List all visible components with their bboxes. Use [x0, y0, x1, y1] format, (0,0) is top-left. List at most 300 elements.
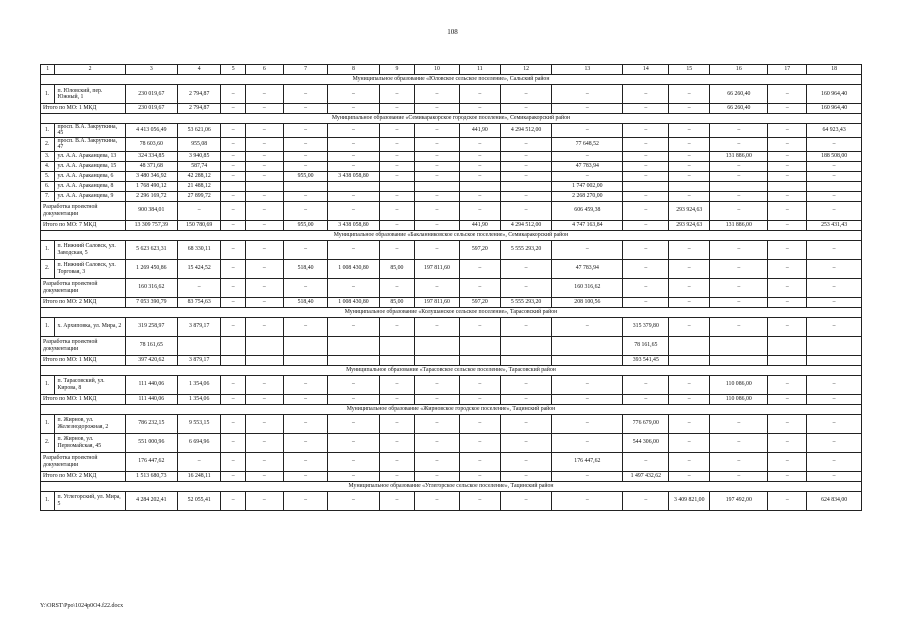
- total-row: [41, 355, 862, 365]
- table-cell: –: [415, 471, 460, 481]
- table-cell: –: [623, 452, 669, 471]
- table-cell: –: [623, 85, 669, 104]
- table-cell: 27 899,72: [177, 191, 220, 201]
- table-cell: –: [328, 240, 379, 259]
- table-cell: –: [669, 171, 710, 181]
- table-cell: 3.: [41, 151, 55, 161]
- table-cell: 551 000,96: [125, 433, 177, 452]
- table-cell: –: [669, 452, 710, 471]
- address-cell: п. Тарасовский, ул. Кирова, 8: [55, 375, 125, 394]
- design-docs-row: [41, 452, 862, 471]
- table-cell: 1 768 490,12: [125, 181, 177, 191]
- table-cell: –: [710, 171, 768, 181]
- table-cell: –: [328, 151, 379, 161]
- table-cell: –: [710, 452, 768, 471]
- address-cell: п. Углегорский, ул. Мира, 5: [55, 491, 125, 510]
- header-cell: 7: [283, 65, 328, 75]
- table-cell: [245, 181, 283, 191]
- table-cell: –: [379, 201, 415, 220]
- table-cell: 7 053 390,79: [125, 297, 177, 307]
- table-cell: [710, 355, 768, 365]
- table-row: [41, 259, 862, 278]
- table-cell: 42 288,12: [177, 171, 220, 181]
- table-cell: –: [552, 124, 623, 138]
- table-cell: –: [245, 191, 283, 201]
- table-cell: –: [415, 104, 460, 114]
- table-cell: –: [245, 394, 283, 404]
- table-cell: [245, 336, 283, 355]
- table-cell: [283, 355, 328, 365]
- table-cell: –: [623, 124, 669, 138]
- table-cell: –: [328, 491, 379, 510]
- table-cell: –: [807, 375, 862, 394]
- table-cell: –: [807, 471, 862, 481]
- table-cell: 955,00: [283, 220, 328, 230]
- table-cell: 1 354,06: [177, 394, 220, 404]
- table-cell: –: [807, 394, 862, 404]
- table-cell: –: [669, 297, 710, 307]
- table-cell: –: [669, 151, 710, 161]
- table-cell: –: [245, 278, 283, 297]
- table-cell: [459, 355, 500, 365]
- table-cell: [807, 336, 862, 355]
- table-cell: –: [768, 414, 807, 433]
- table-cell: –: [500, 171, 551, 181]
- table-cell: 1.: [41, 240, 55, 259]
- table-cell: [500, 336, 551, 355]
- table-cell: 293 924,63: [669, 220, 710, 230]
- table-cell: –: [768, 85, 807, 104]
- total-row: [41, 297, 862, 307]
- table-cell: 1 008 430,80: [328, 297, 379, 307]
- table-cell: –: [221, 375, 246, 394]
- table-cell: 587,74: [177, 161, 220, 171]
- table-cell: –: [245, 161, 283, 171]
- table-cell: –: [245, 151, 283, 161]
- table-cell: –: [245, 414, 283, 433]
- table-cell: –: [807, 240, 862, 259]
- table-cell: 5 623 623,31: [125, 240, 177, 259]
- table-cell: –: [768, 201, 807, 220]
- table-cell: –: [221, 394, 246, 404]
- table-cell: –: [710, 201, 768, 220]
- table-cell: –: [415, 137, 460, 151]
- table-cell: [283, 336, 328, 355]
- table-cell: –: [710, 414, 768, 433]
- address-cell: ул. А.А. Араканцева, 8: [55, 181, 125, 191]
- section-title: Муниципальное образование «Юловское сельское поселение», Сальский район: [41, 75, 862, 85]
- table-cell: –: [768, 220, 807, 230]
- table-cell: 624 834,00: [807, 491, 862, 510]
- table-cell: –: [500, 191, 551, 201]
- table-cell: –: [328, 317, 379, 336]
- table-cell: –: [283, 240, 328, 259]
- table-cell: –: [415, 220, 460, 230]
- table-cell: –: [177, 278, 220, 297]
- table-cell: –: [283, 85, 328, 104]
- table-cell: –: [768, 491, 807, 510]
- table-cell: –: [221, 201, 246, 220]
- table-cell: –: [221, 124, 246, 138]
- table-cell: 78 161,65: [623, 336, 669, 355]
- table-cell: –: [669, 137, 710, 151]
- table-cell: –: [283, 151, 328, 161]
- table-cell: 6.: [41, 181, 55, 191]
- table-cell: 16 248,11: [177, 471, 220, 481]
- table-cell: –: [623, 491, 669, 510]
- table-cell: –: [245, 104, 283, 114]
- table-cell: –: [623, 137, 669, 151]
- table-cell: –: [459, 201, 500, 220]
- table-cell: –: [459, 151, 500, 161]
- table-cell: 176 447,62: [125, 452, 177, 471]
- table-cell: 319 258,97: [125, 317, 177, 336]
- table-cell: 85,00: [379, 297, 415, 307]
- table-cell: 544 306,00: [623, 433, 669, 452]
- header-cell: 14: [623, 65, 669, 75]
- table-cell: 1.: [41, 317, 55, 336]
- table-cell: –: [459, 161, 500, 171]
- table-cell: –: [500, 85, 551, 104]
- section-title: Муниципальное образование «Углегорское сельское поселение», Тацинский район: [41, 481, 862, 491]
- table-cell: 1.: [41, 124, 55, 138]
- table-cell: –: [768, 124, 807, 138]
- table-row: [41, 171, 862, 181]
- table-cell: –: [710, 259, 768, 278]
- table-cell: [328, 355, 379, 365]
- table-cell: –: [415, 201, 460, 220]
- table-cell: 3 940,85: [177, 151, 220, 161]
- table-cell: 52 055,41: [177, 491, 220, 510]
- section-row: [41, 307, 862, 317]
- table-cell: 53 621,06: [177, 124, 220, 138]
- address-cell: п. Нижний Саловск, ул. Заводская, 5: [55, 240, 125, 259]
- table-cell: [221, 181, 246, 191]
- table-cell: 77 648,52: [552, 137, 623, 151]
- table-cell: 21 488,12: [177, 181, 220, 191]
- table-cell: 1.: [41, 414, 55, 433]
- table-cell: 4 747 163,84: [552, 220, 623, 230]
- table-cell: [552, 336, 623, 355]
- table-cell: –: [669, 85, 710, 104]
- table-cell: –: [710, 433, 768, 452]
- table-cell: –: [379, 452, 415, 471]
- table-cell: [807, 181, 862, 191]
- table-cell: 85,00: [379, 259, 415, 278]
- table-cell: –: [768, 297, 807, 307]
- table-cell: –: [415, 491, 460, 510]
- table-cell: [500, 181, 551, 191]
- table-cell: –: [245, 201, 283, 220]
- table-cell: 518,40: [283, 297, 328, 307]
- table-cell: –: [459, 171, 500, 181]
- table-cell: [768, 355, 807, 365]
- address-cell: п. Юловский, пер. Южный, 1: [55, 85, 125, 104]
- table-cell: –: [415, 124, 460, 138]
- table-cell: –: [710, 317, 768, 336]
- table-cell: –: [459, 394, 500, 404]
- table-cell: 253 431,43: [807, 220, 862, 230]
- table-cell: –: [669, 433, 710, 452]
- table-cell: 64 923,43: [807, 124, 862, 138]
- table-cell: –: [415, 240, 460, 259]
- table-cell: –: [283, 394, 328, 404]
- table-cell: –: [552, 171, 623, 181]
- table-cell: –: [379, 394, 415, 404]
- table-cell: 3 480 346,92: [125, 171, 177, 181]
- table-cell: –: [221, 414, 246, 433]
- table-cell: –: [379, 171, 415, 181]
- table-cell: –: [710, 471, 768, 481]
- table-cell: 47 783,94: [552, 259, 623, 278]
- header-cell: 16: [710, 65, 768, 75]
- section-row: [41, 404, 862, 414]
- table-cell: –: [379, 433, 415, 452]
- table-cell: [669, 355, 710, 365]
- table-cell: –: [807, 317, 862, 336]
- section-title: Муниципальное образование «Жирновское городское поселение», Тацинский район: [41, 404, 862, 414]
- table-cell: [710, 181, 768, 191]
- table-cell: –: [500, 259, 551, 278]
- table-row: [41, 85, 862, 104]
- table-cell: –: [552, 414, 623, 433]
- table-row: [41, 317, 862, 336]
- table-cell: –: [415, 161, 460, 171]
- table-cell: –: [221, 104, 246, 114]
- table-cell: –: [221, 259, 246, 278]
- header-cell: 4: [177, 65, 220, 75]
- table-cell: –: [807, 259, 862, 278]
- header-cell: 17: [768, 65, 807, 75]
- table-cell: 197 811,60: [415, 259, 460, 278]
- table-cell: 2 794,87: [177, 104, 220, 114]
- table-cell: –: [768, 375, 807, 394]
- row-label: Итого по МО: 2 МКД: [41, 297, 126, 307]
- table-cell: –: [379, 375, 415, 394]
- address-cell: ул. А.А. Араканцева, 15: [55, 161, 125, 171]
- table-cell: 1 354,06: [177, 375, 220, 394]
- table-cell: –: [552, 375, 623, 394]
- table-cell: –: [459, 104, 500, 114]
- table-cell: –: [768, 151, 807, 161]
- row-label: Разработка проектной документации: [41, 336, 126, 355]
- table-cell: –: [283, 452, 328, 471]
- table-cell: –: [283, 104, 328, 114]
- table-cell: –: [500, 201, 551, 220]
- table-cell: –: [623, 151, 669, 161]
- header-cell: 1: [41, 65, 55, 75]
- design-docs-row: [41, 336, 862, 355]
- table-cell: –: [379, 124, 415, 138]
- table-cell: –: [669, 278, 710, 297]
- table-cell: –: [669, 394, 710, 404]
- section-row: [41, 365, 862, 375]
- address-cell: ул. А.А. Араканцева, 9: [55, 191, 125, 201]
- table-cell: 1 269 450,86: [125, 259, 177, 278]
- table-cell: 197 811,60: [415, 297, 460, 307]
- table-cell: –: [552, 433, 623, 452]
- table-cell: 3 879,17: [177, 355, 220, 365]
- table-cell: 7.: [41, 191, 55, 201]
- table-cell: –: [221, 240, 246, 259]
- header-cell: 5: [221, 65, 246, 75]
- table-cell: –: [221, 151, 246, 161]
- table-cell: 1.: [41, 85, 55, 104]
- total-row: [41, 471, 862, 481]
- table-cell: –: [500, 394, 551, 404]
- table-cell: 66 260,40: [710, 104, 768, 114]
- table-cell: –: [710, 297, 768, 307]
- section-title: Муниципальное образование «Тарасовское сельское поселение», Тарасовский район: [41, 365, 862, 375]
- table-cell: –: [669, 259, 710, 278]
- table-cell: [328, 181, 379, 191]
- table-cell: [415, 181, 460, 191]
- table-cell: –: [552, 240, 623, 259]
- table-cell: –: [623, 201, 669, 220]
- table-cell: –: [552, 151, 623, 161]
- table-cell: –: [623, 161, 669, 171]
- section-row: [41, 114, 862, 124]
- table-row: [41, 433, 862, 452]
- data-table: [40, 64, 862, 511]
- table-cell: –: [623, 191, 669, 201]
- table-cell: –: [623, 171, 669, 181]
- table-cell: –: [710, 191, 768, 201]
- table-cell: 160 964,40: [807, 104, 862, 114]
- table-cell: –: [768, 394, 807, 404]
- table-cell: –: [379, 317, 415, 336]
- table-cell: 160 316,62: [125, 278, 177, 297]
- address-cell: п. Жирнов, ул. Железнодорожная, 2: [55, 414, 125, 433]
- table-cell: –: [283, 433, 328, 452]
- table-cell: [415, 355, 460, 365]
- row-label: Итого по МО: 1 МКД: [41, 104, 126, 114]
- table-cell: –: [807, 297, 862, 307]
- table-cell: 230 019,67: [125, 104, 177, 114]
- table-cell: –: [710, 278, 768, 297]
- table-cell: –: [177, 452, 220, 471]
- table-cell: 393 541,45: [623, 355, 669, 365]
- header-cell: 3: [125, 65, 177, 75]
- table-cell: –: [500, 161, 551, 171]
- table-cell: –: [328, 137, 379, 151]
- table-cell: –: [328, 394, 379, 404]
- table-cell: –: [459, 191, 500, 201]
- total-row: [41, 220, 862, 230]
- table-cell: –: [807, 161, 862, 171]
- table-cell: 2 296 169,72: [125, 191, 177, 201]
- table-cell: –: [500, 104, 551, 114]
- table-cell: 597,20: [459, 240, 500, 259]
- table-row: [41, 161, 862, 171]
- table-cell: –: [807, 414, 862, 433]
- table-cell: –: [768, 452, 807, 471]
- header-cell: 8: [328, 65, 379, 75]
- table-cell: –: [328, 161, 379, 171]
- table-cell: 15 424,52: [177, 259, 220, 278]
- section-title: Муниципальное образование «Семикаракорское городское поселение», Семикаракорский район: [41, 114, 862, 124]
- table-cell: –: [283, 278, 328, 297]
- header-cell: 13: [552, 65, 623, 75]
- table-cell: [500, 355, 551, 365]
- table-cell: [768, 336, 807, 355]
- table-cell: 441,90: [459, 124, 500, 138]
- table-row: [41, 491, 862, 510]
- table-cell: –: [459, 278, 500, 297]
- table-cell: 2.: [41, 259, 55, 278]
- table-cell: –: [415, 394, 460, 404]
- file-path-footer: Y:\ORST\Ppo\1024p0O4.f22.docx: [40, 603, 124, 609]
- table-cell: –: [283, 137, 328, 151]
- table-cell: –: [328, 414, 379, 433]
- design-docs-row: [41, 201, 862, 220]
- table-cell: 4 413 056,49: [125, 124, 177, 138]
- table-cell: –: [500, 317, 551, 336]
- table-cell: 2 268 270,00: [552, 191, 623, 201]
- table-cell: 4 284 202,41: [125, 491, 177, 510]
- table-cell: 4 294 512,00: [500, 124, 551, 138]
- table-cell: –: [669, 471, 710, 481]
- table-cell: –: [459, 259, 500, 278]
- table-cell: –: [221, 85, 246, 104]
- row-label: Итого по МО: 1 МКД: [41, 394, 126, 404]
- table-cell: 518,40: [283, 259, 328, 278]
- table-cell: –: [669, 240, 710, 259]
- table-cell: –: [459, 414, 500, 433]
- table-cell: –: [379, 151, 415, 161]
- header-cell: 6: [245, 65, 283, 75]
- table-cell: –: [768, 104, 807, 114]
- table-cell: 188 508,00: [807, 151, 862, 161]
- table-cell: 5 555 293,20: [500, 297, 551, 307]
- section-title: Муниципальное образование «Бакланниковское сельское поселение», Семикаракорский район: [41, 230, 862, 240]
- table-cell: –: [807, 171, 862, 181]
- table-cell: [379, 355, 415, 365]
- table-cell: –: [283, 161, 328, 171]
- table-cell: –: [177, 201, 220, 220]
- table-cell: –: [768, 278, 807, 297]
- table-cell: [623, 181, 669, 191]
- table-cell: 3 409 821,00: [669, 491, 710, 510]
- table-cell: –: [245, 317, 283, 336]
- table-cell: –: [379, 104, 415, 114]
- header-cell: 2: [55, 65, 125, 75]
- table-cell: –: [459, 375, 500, 394]
- table-row: [41, 137, 862, 151]
- table-cell: [459, 336, 500, 355]
- table-cell: 2.: [41, 137, 55, 151]
- table-cell: 78 603,60: [125, 137, 177, 151]
- page-number: 108: [447, 28, 458, 36]
- table-cell: –: [221, 161, 246, 171]
- table-cell: –: [768, 191, 807, 201]
- table-cell: –: [552, 491, 623, 510]
- table-cell: –: [245, 259, 283, 278]
- table-cell: –: [328, 201, 379, 220]
- table-cell: –: [328, 124, 379, 138]
- table-cell: 315 379,80: [623, 317, 669, 336]
- table-cell: [328, 336, 379, 355]
- section-title: Муниципальное образование «Колушанское сельское поселение», Тарасовский район: [41, 307, 862, 317]
- table-cell: –: [415, 414, 460, 433]
- table-cell: –: [328, 375, 379, 394]
- total-row: [41, 394, 862, 404]
- table-cell: –: [807, 191, 862, 201]
- address-cell: просп. В.А. Закруткина, 47: [55, 137, 125, 151]
- table-cell: –: [283, 191, 328, 201]
- table-cell: –: [221, 171, 246, 181]
- table-cell: 397 420,62: [125, 355, 177, 365]
